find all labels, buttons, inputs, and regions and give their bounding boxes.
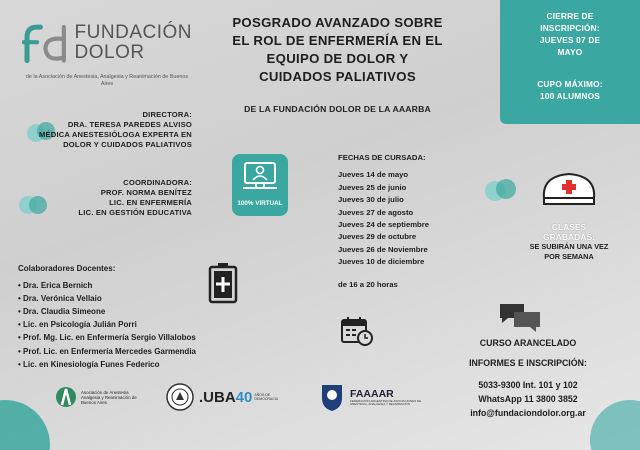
fecha-item: Jueves 14 de mayo <box>338 170 409 180</box>
colaboradores-heading: Colaboradores Docentes: <box>18 264 116 273</box>
chat-bubbles-icon <box>498 302 542 334</box>
colaborador-item: • Lic. en Psicología Julián Porri <box>18 318 298 331</box>
uba-40-subtitle: AÑOS DE DEMOCRACIA <box>254 393 279 401</box>
clases-line: POR SEMANA <box>544 252 594 261</box>
colaborador-item: • Dra. Claudia Simeone <box>18 305 298 318</box>
online-class-icon <box>242 160 278 194</box>
virtual-badge <box>232 154 288 216</box>
directora-line: DOLOR Y CUIDADOS PALIATIVOS <box>63 140 192 149</box>
whatsapp-number: WhatsApp 11 3800 3852 <box>478 394 578 404</box>
logo-line1: FUNDACIÓN <box>74 22 192 43</box>
colaboradores-block <box>18 262 298 371</box>
colaborador-item: • Lic. en Kinesiología Funes Federico <box>18 358 298 371</box>
informes-heading: INFORMES E INSCRIPCIÓN: <box>469 358 587 368</box>
clases-grabadas <box>514 222 624 262</box>
title-line: EL ROL DE ENFERMERÍA EN EL <box>232 33 443 48</box>
coordinadora-heading: COORDINADORA: <box>123 178 192 187</box>
fundacion-dolor-logo <box>22 20 192 88</box>
cierre-line: INSCRIPCIÓN: <box>540 23 600 33</box>
fecha-item: Jueves 25 de junio <box>338 182 407 192</box>
fecha-item: Jueves 27 de agosto <box>338 207 414 217</box>
clases-line: GRABADAS: <box>543 232 595 242</box>
colaborador-item: • Prof. Lic. en Enfermería Mercedes Garmendia <box>18 345 298 358</box>
faaaar-logo <box>320 382 424 412</box>
title-line: CUIDADOS PALIATIVOS <box>259 69 416 84</box>
bubbles-icon <box>484 176 518 206</box>
curso-arancelado: CURSO ARANCELADO <box>479 338 577 348</box>
faaaar-shield-icon <box>320 382 344 412</box>
title-subtitle: DE LA FUNDACIÓN DOLOR DE LA AAARBA <box>244 104 431 114</box>
colaborador-item: • Prof. Mg. Lic. en Enfermería Sergio Villalobos <box>18 331 298 344</box>
fechas-heading: FECHAS DE CURSADA: <box>338 153 426 162</box>
fecha-item: Jueves 24 de septiembre <box>338 220 430 230</box>
main-title <box>205 14 470 86</box>
faaaar-text: FAAAAR <box>350 387 394 400</box>
fecha-item: Jueves 26 de Noviembre <box>338 244 428 254</box>
cupo-line: CUPO MÁXIMO: <box>537 79 603 89</box>
uba-text: .UBA <box>199 388 236 406</box>
aaarba-logo <box>55 382 137 412</box>
coordinadora-line: LIC. EN GESTIÓN EDUCATIVA <box>78 208 192 217</box>
email-address: info@fundaciondolor.org.ar <box>470 408 586 418</box>
colaborador-item: • Dra. Verónica Vellaio <box>18 292 298 305</box>
uba-seal-icon <box>165 382 195 412</box>
title-line: POSGRADO AVANZADO SOBRE <box>232 15 443 30</box>
fecha-item: Jueves 29 de octubre <box>338 232 417 242</box>
curso-info <box>448 336 608 420</box>
clases-line: CLASES <box>551 222 587 232</box>
cupo-line: 100 ALUMNOS <box>540 91 600 101</box>
coordinadora-block <box>20 178 192 218</box>
clases-line: SE SUBIRÁN UNA VEZ <box>529 242 609 251</box>
directora-line: MÉDICA ANESTESIÓLOGA EXPERTA EN <box>38 130 192 139</box>
fechas-cursada <box>338 152 488 291</box>
coordinadora-line: PROF. NORMA BENÍTEZ <box>100 188 192 197</box>
sponsor-logos <box>55 382 435 420</box>
uba-40-text: 40 <box>235 388 253 406</box>
cierre-line: JUEVES 07 DE <box>539 35 601 45</box>
aaarba-icon <box>55 382 77 412</box>
decorative-circle <box>0 400 50 450</box>
logo-line2: DOLOR <box>74 42 145 63</box>
cierre-line: CIERRE DE <box>546 11 594 21</box>
fecha-item: Jueves 30 de julio <box>338 195 404 205</box>
horario: de 16 a 20 horas <box>338 279 398 289</box>
faaaar-subtitle: FEDERACIÓN ARGENTINA DE ASOCIACIONES DE ANESTESIA, ANALGESIA Y REANIMACIÓN <box>350 398 422 406</box>
phone-number: 5033-9300 Int. 101 y 102 <box>478 380 578 390</box>
cierre-inscripcion-box <box>500 0 640 124</box>
directora-heading: DIRECTORA: <box>142 110 192 119</box>
colaborador-item: • Dra. Erica Bernich <box>18 279 298 292</box>
directora-block <box>20 110 192 150</box>
nurse-hat-icon <box>540 168 598 208</box>
uba-logo <box>165 382 284 412</box>
fecha-item: Jueves 10 de diciembre <box>338 257 425 267</box>
directora-line: DRA. TERESA PAREDES ALVISO <box>67 120 192 129</box>
calendar-clock-icon <box>340 316 374 346</box>
cierre-line: MAYO <box>557 47 583 57</box>
title-line: EQUIPO DE DOLOR Y <box>266 51 409 66</box>
logo-subtitle: de la Asociación de Anestesia, Analgesia y Reanimación de Buenos Aires <box>25 74 189 87</box>
coordinadora-line: LIC. EN ENFERMERÍA <box>109 198 192 207</box>
fd-logo-icon <box>22 20 71 66</box>
virtual-label: 100% VIRTUAL <box>237 200 283 207</box>
aaarba-text: Asociación de Anestesia Analgesia y Reanimación de Buenos Aires <box>81 389 137 405</box>
